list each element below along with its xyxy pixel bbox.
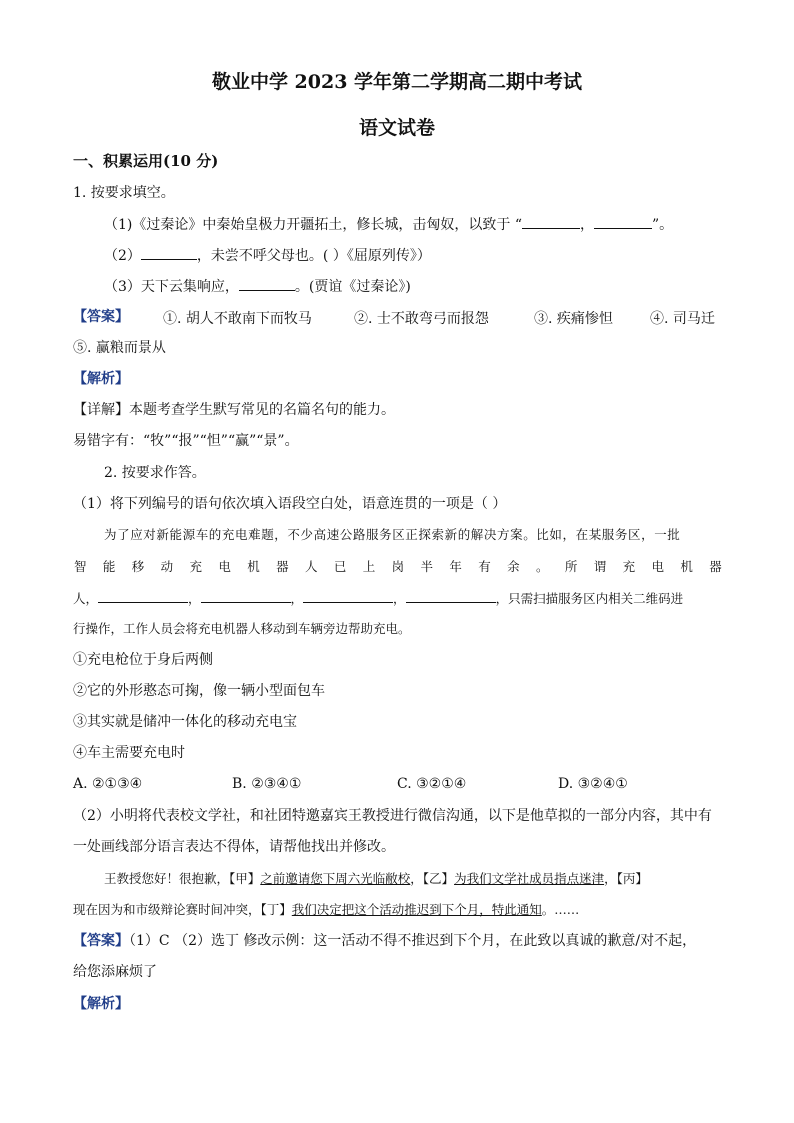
fill-blank[interactable] bbox=[522, 214, 580, 229]
page-title: 敬业中学 2023 学年第二学期高二期中考试 bbox=[211, 71, 583, 93]
underlined-yi: 为我们文学社成员指点迷津 bbox=[454, 871, 605, 886]
underlined-ding: 我们决定把这个活动推迟到下个月，特此通知 bbox=[291, 902, 542, 917]
comma: ， bbox=[393, 591, 406, 606]
comma: ， bbox=[579, 217, 594, 233]
detail-text: 【详解】本题考查学生默写常见的名篇名句的能力。 bbox=[73, 402, 395, 418]
comma: ， bbox=[290, 591, 304, 606]
char: 谓 bbox=[593, 559, 607, 574]
sentence-item-1: ①充电枪位于身后两侧 bbox=[73, 652, 213, 668]
option-d[interactable]: D. ③②④① bbox=[558, 776, 628, 792]
char: 年 bbox=[449, 559, 462, 574]
sentence-item-2: ②它的外形憨态可掬，像一辆小型面包车 bbox=[73, 683, 325, 699]
char: 半 bbox=[420, 559, 434, 574]
fill-blank[interactable] bbox=[98, 588, 188, 603]
q1-item-2-text: ，未尝不呼父母也。( ）《屈原列传》） bbox=[196, 248, 431, 264]
answer-2: ②. 士不敢弯弓而报怨 bbox=[354, 311, 489, 327]
char: 电 bbox=[651, 559, 665, 574]
char: 电 bbox=[218, 559, 231, 574]
char: 机 bbox=[680, 559, 693, 574]
label-bing: ，【丙】 bbox=[604, 871, 648, 886]
q1-item-1-text: （1)《过秦论》中秦始皇极力开疆拓土，修长城，击匈奴，以致于 “ bbox=[104, 217, 522, 233]
option-a[interactable]: A. ②①③④ bbox=[73, 776, 143, 792]
q1-item-3 bbox=[104, 276, 411, 296]
char: 动 bbox=[160, 559, 174, 574]
error-chars: 易错字有：“牧”“报”“怛”“赢”“景”。 bbox=[73, 433, 299, 449]
char: 所 bbox=[564, 559, 578, 574]
option-b[interactable]: B. ②③④① bbox=[232, 776, 302, 792]
fill-blank[interactable] bbox=[141, 245, 197, 260]
char: 余 bbox=[507, 559, 520, 574]
page-subtitle: 语文试卷 bbox=[358, 117, 435, 139]
passage-line-4: 行操作，工作人员会将充电机器人移动到车辆旁边帮助充电。 bbox=[73, 621, 411, 636]
answer-tag: 【答案】 bbox=[73, 309, 129, 325]
char: 有 bbox=[478, 559, 491, 574]
option-c[interactable]: C. ③②①④ bbox=[397, 776, 467, 792]
q2-sub1: （1）将下列编号的语句依次填入语段空白处，语意连贯的一项是（ ） bbox=[73, 496, 507, 512]
passage-text: 人， bbox=[73, 591, 99, 606]
answer-tag: 【答案】 bbox=[73, 933, 129, 949]
analysis-tag: 【解析】 bbox=[73, 996, 129, 1012]
q1-item-3-source: 。(贾谊《过秦论》) bbox=[294, 279, 411, 295]
label-jia: 【甲】 bbox=[229, 871, 261, 886]
char: 。 bbox=[536, 559, 549, 574]
fill-blank[interactable] bbox=[201, 588, 291, 603]
q1-item-2 bbox=[104, 245, 431, 265]
q2-answer bbox=[73, 932, 696, 950]
close-quote: ”。 bbox=[651, 217, 674, 233]
passage-line-2 bbox=[74, 557, 722, 575]
label-ding: 【丁】 bbox=[260, 902, 292, 917]
fill-blank[interactable] bbox=[303, 588, 393, 603]
answer-text: （1）C （2）选丁 修改示例：这一活动不得不推迟到下个月，在此致以真诚的歉意/对不起， bbox=[129, 933, 697, 949]
sentence-item-3: ③其实就是储冲一体化的移动充电宝 bbox=[73, 714, 297, 730]
char: 智 bbox=[74, 559, 87, 574]
char: 已 bbox=[333, 559, 347, 574]
letter-text: 现在因为和市级辩论赛时间冲突， bbox=[73, 902, 261, 917]
q1-item-1 bbox=[104, 214, 673, 234]
answer-5: ⑤. 赢粮而景从 bbox=[73, 340, 166, 356]
comma: ， bbox=[188, 591, 201, 606]
label-yi: ，【乙】 bbox=[410, 871, 455, 886]
passage-text: ，只需扫描服务区内相关二维码进 bbox=[495, 591, 684, 606]
analysis-tag: 【解析】 bbox=[73, 371, 129, 387]
letter-text: 王教授您好！很抱歉， bbox=[104, 871, 230, 886]
fill-blank[interactable] bbox=[594, 214, 652, 229]
passage-line-3 bbox=[73, 588, 683, 608]
letter-end: 。…… bbox=[541, 902, 580, 917]
char: 上 bbox=[362, 559, 376, 574]
char: 充 bbox=[622, 559, 636, 574]
char: 充 bbox=[189, 559, 203, 574]
char: 能 bbox=[102, 559, 116, 574]
fill-blank[interactable] bbox=[239, 276, 295, 291]
char: 机 bbox=[247, 559, 260, 574]
q1-item-3-text: （3）天下云集响应， bbox=[104, 279, 239, 295]
char: 人 bbox=[305, 559, 318, 574]
char: 移 bbox=[131, 559, 145, 574]
section-heading: 一、积累运用(10 分) bbox=[73, 152, 219, 170]
q2-sub2-line-2: 一处画线部分语言表达不得体，请帮他找出并修改。 bbox=[73, 839, 395, 855]
q2-answer-cont: 给您添麻烦了 bbox=[73, 964, 157, 980]
passage-line-1: 为了应对新能源车的充电难题，不少高速公路服务区正探索新的解决方案。比如，在某服务区，一批 bbox=[104, 527, 681, 542]
char: 器 bbox=[709, 559, 722, 574]
q2-sub2-line-1: （2）小明将代表校文学社，和社团特邀嘉宾王教授进行微信沟通，以下是他草拟的一部分内容，其中有 bbox=[73, 808, 712, 824]
char: 岗 bbox=[391, 559, 405, 574]
underlined-jia: 之前邀请您下周六光临敝校 bbox=[260, 871, 411, 886]
q2-stem: 2. 按要求作答。 bbox=[104, 465, 206, 481]
q1-item-2-num: （2） bbox=[104, 248, 141, 264]
letter-line-2 bbox=[73, 901, 579, 919]
char: 器 bbox=[276, 559, 289, 574]
answer-3: ③. 疾痛惨怛 bbox=[534, 311, 613, 327]
fill-blank[interactable] bbox=[406, 588, 496, 603]
answer-4: ④. 司马迁 bbox=[650, 311, 715, 327]
q1-stem: 1. 按要求填空。 bbox=[73, 185, 175, 201]
letter-line-1 bbox=[104, 870, 648, 888]
sentence-item-4: ④车主需要充电时 bbox=[73, 745, 185, 761]
answer-1: ①. 胡人不敢南下而牧马 bbox=[163, 311, 312, 327]
